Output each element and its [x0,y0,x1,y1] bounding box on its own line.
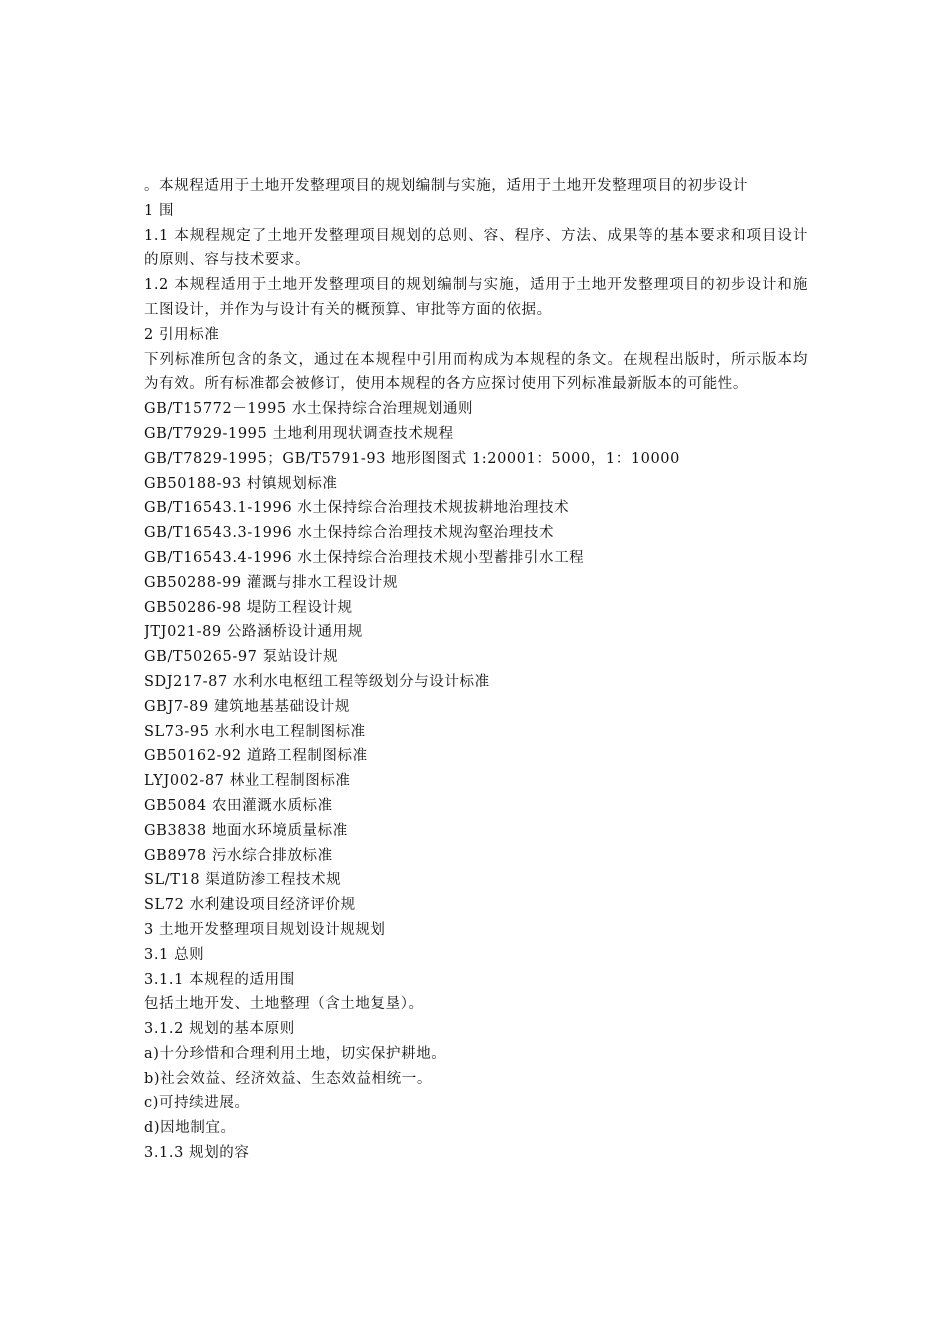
text-line: SDJ217-87 水利水电枢纽工程等级划分与设计标准 [144,673,490,690]
text-line: 2 引用标准 [144,326,220,343]
text-line: LYJ002-87 林业工程制图标准 [144,773,351,790]
text-line: 3.1 总则 [144,946,205,963]
text-line: 1.1 本规程规定了土地开发整理项目规划的总则、容、程序、方法、成果等的基本要求和项目设计的原则、容与技术要求。 [144,227,808,269]
text-line: GB5084 农田灌溉水质标准 [144,797,333,814]
text-line: GB/T50265-97 泵站设计规 [144,649,339,666]
text-line: GB/T15772－1995 水土保持综合治理规划通则 [144,401,474,418]
text-line: GB3838 地面水环境质量标准 [144,822,348,839]
text-line: GB/T16543.1-1996 水土保持综合治理技术规拔耕地治理技术 [144,500,570,517]
text-line: GB8978 污水综合排放标准 [144,847,333,864]
text-line: SL/T18 渠道防渗工程技术规 [144,872,342,889]
text-line: 1.2 本规程适用于土地开发整理项目的规划编制与实施，适用于土地开发整理项目的初步设计和施工图设计，并作为与设计有关的概预算、审批等方面的依据。 [144,277,808,318]
text-line: JTJ021-89 公路涵桥设计通用规 [144,624,363,641]
text-line: SL72 水利建设项目经济评价规 [144,897,356,914]
text-line: GB/T16543.4-1996 水土保持综合治理技术规小型蓄排引水工程 [144,549,585,566]
text-line: GB50188-93 村镇规划标准 [144,475,338,492]
text-line: 3 土地开发整理项目规划设计规规划 [144,921,386,938]
document-lines [144,199,808,1166]
text-line: 下列标准所包含的条文，通过在本规程中引用而构成为本规程的条文。在规程出版时，所示版本均为有效。所有标准都会被修订，使用本规程的各方应探讨使用下列标准最新版本的可能性。 [144,351,808,393]
document-body [144,174,808,1166]
text-line: c)可持续进展。 [144,1095,250,1112]
text-line: GB50286-98 堤防工程设计规 [144,599,353,616]
text-line: GB/T7929-1995 土地利用现状调查技术规程 [144,425,454,442]
text-line: 1 围 [144,202,175,219]
text-line: GB50288-99 灌溉与排水工程设计规 [144,574,398,591]
text-line: a)十分珍惜和合理利用土地，切实保护耕地。 [144,1045,447,1062]
text-line: GB50162-92 道路工程制图标准 [144,748,368,765]
intro-paragraph [144,174,808,199]
text-line: GB/T7829-1995；GB/T5791-93 地形图图式 1:20001：5000，1：10000 [144,450,680,467]
text-line: d)因地制宜。 [144,1120,236,1137]
text-line: 3.1.2 规划的基本原则 [144,1021,295,1038]
intro-text: 。本规程适用于土地开发整理项目的规划编制与实施，适用于土地开发整理项目的初步设计 [144,178,748,194]
text-line: b)社会效益、经济效益、生态效益相统一。 [144,1070,432,1087]
text-line: 3.1.3 规划的容 [144,1145,250,1162]
text-line: SL73-95 水利水电工程制图标准 [144,723,366,740]
text-line: 3.1.1 本规程的适用围 [144,971,295,988]
text-line: GBJ7-89 建筑地基基础设计规 [144,698,350,715]
text-line: GB/T16543.3-1996 水土保持综合治理技术规沟壑治理技术 [144,525,555,542]
text-line: 包括土地开发、土地整理（含土地复垦）。 [144,996,424,1013]
